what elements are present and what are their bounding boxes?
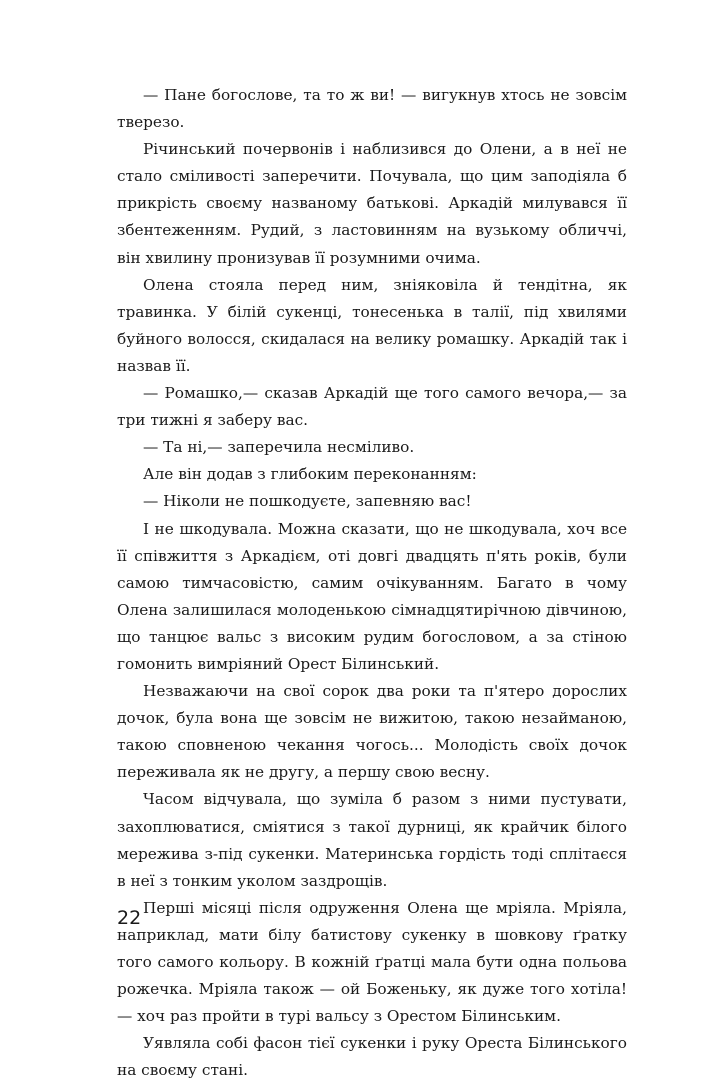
paragraph: Перші місяці після одруження Олена ще мріяла. Мріяла, наприклад, мати білу батистову сукенку в шовкову ґратку того самого кольору. В кожній ґратці мала бути одна польова рожечка. Мріяла також — ой Боженьку, як дуже того хотіла! — хоч раз пройти в турі вальсу з Орестом Білинським. — [117, 898, 627, 1026]
body-text — [117, 82, 627, 1084]
paragraph: — Пане богослове, та то ж ви! — вигукнув хтось не зовсім тверезо. — [117, 86, 627, 132]
paragraph: Часом відчувала, що зуміла б разом з ними пустувати, захоплюватися, сміятися з такої дурниці, як крайчик білого мережива з-під сукенки. Материнська гордість тоді сплітаєся в неї з тонким уколом заздрощів. — [117, 790, 627, 890]
paragraph: І не шкодувала. Можна сказати, що не шкодувала, хоч все її співжиття з Аркадієм, оті довгі двадцять п'ять років, були самою тимчасовістю, самим очікуванням. Багато в чому Олена залишилася молоденькою сімнадцятирічною дівчиною, що танцює вальс з високим рудим богословом, а за стіною гомонить вимріяний Орест Білинський. — [117, 519, 627, 673]
paragraph: Уявляла собі фасон тієї сукенки і руку Ореста Білинського на своєму стані. — [117, 1034, 627, 1080]
paragraph: Незважаючи на свої сорок два роки та п'ятеро дорослих дочок, була вона ще зовсім не вижитою, такою незайманою, такою сповненою чекання чогось... Молодість своїх дочок переживала як не другу, а першу свою весну. — [117, 682, 627, 782]
paragraph: Річинський почервонів і наблизився до Олени, а в неї не стало сміливості заперечити. Почувала, що цим заподіяла б прикрість своєму названому батькові. Аркадій милувався її збентеженням. Рудий, з ластовинням на вузькому обличчі, він хвилину пронизував її розумними очима. — [117, 140, 627, 267]
paragraph: — Ніколи не пошкодуєте, запевняю вас! — [143, 492, 472, 511]
paragraph: — Та ні,— заперечила несміливо. — [143, 438, 415, 457]
paragraph: Олена стояла перед ним, зніяковіла й тендітна, як травинка. У білій сукенці, тонесенька в талії, під хвилями буйного волосся, скидалася на велику ромашку. Аркадій так і назвав її. — [117, 275, 627, 375]
page-number: 22 — [117, 907, 142, 929]
paragraph: Але він додав з глибоким переконанням: — [143, 465, 477, 484]
paragraph: — Ромашко,— сказав Аркадій ще того самого вечора,— за три тижні я заберу вас. — [117, 384, 627, 430]
